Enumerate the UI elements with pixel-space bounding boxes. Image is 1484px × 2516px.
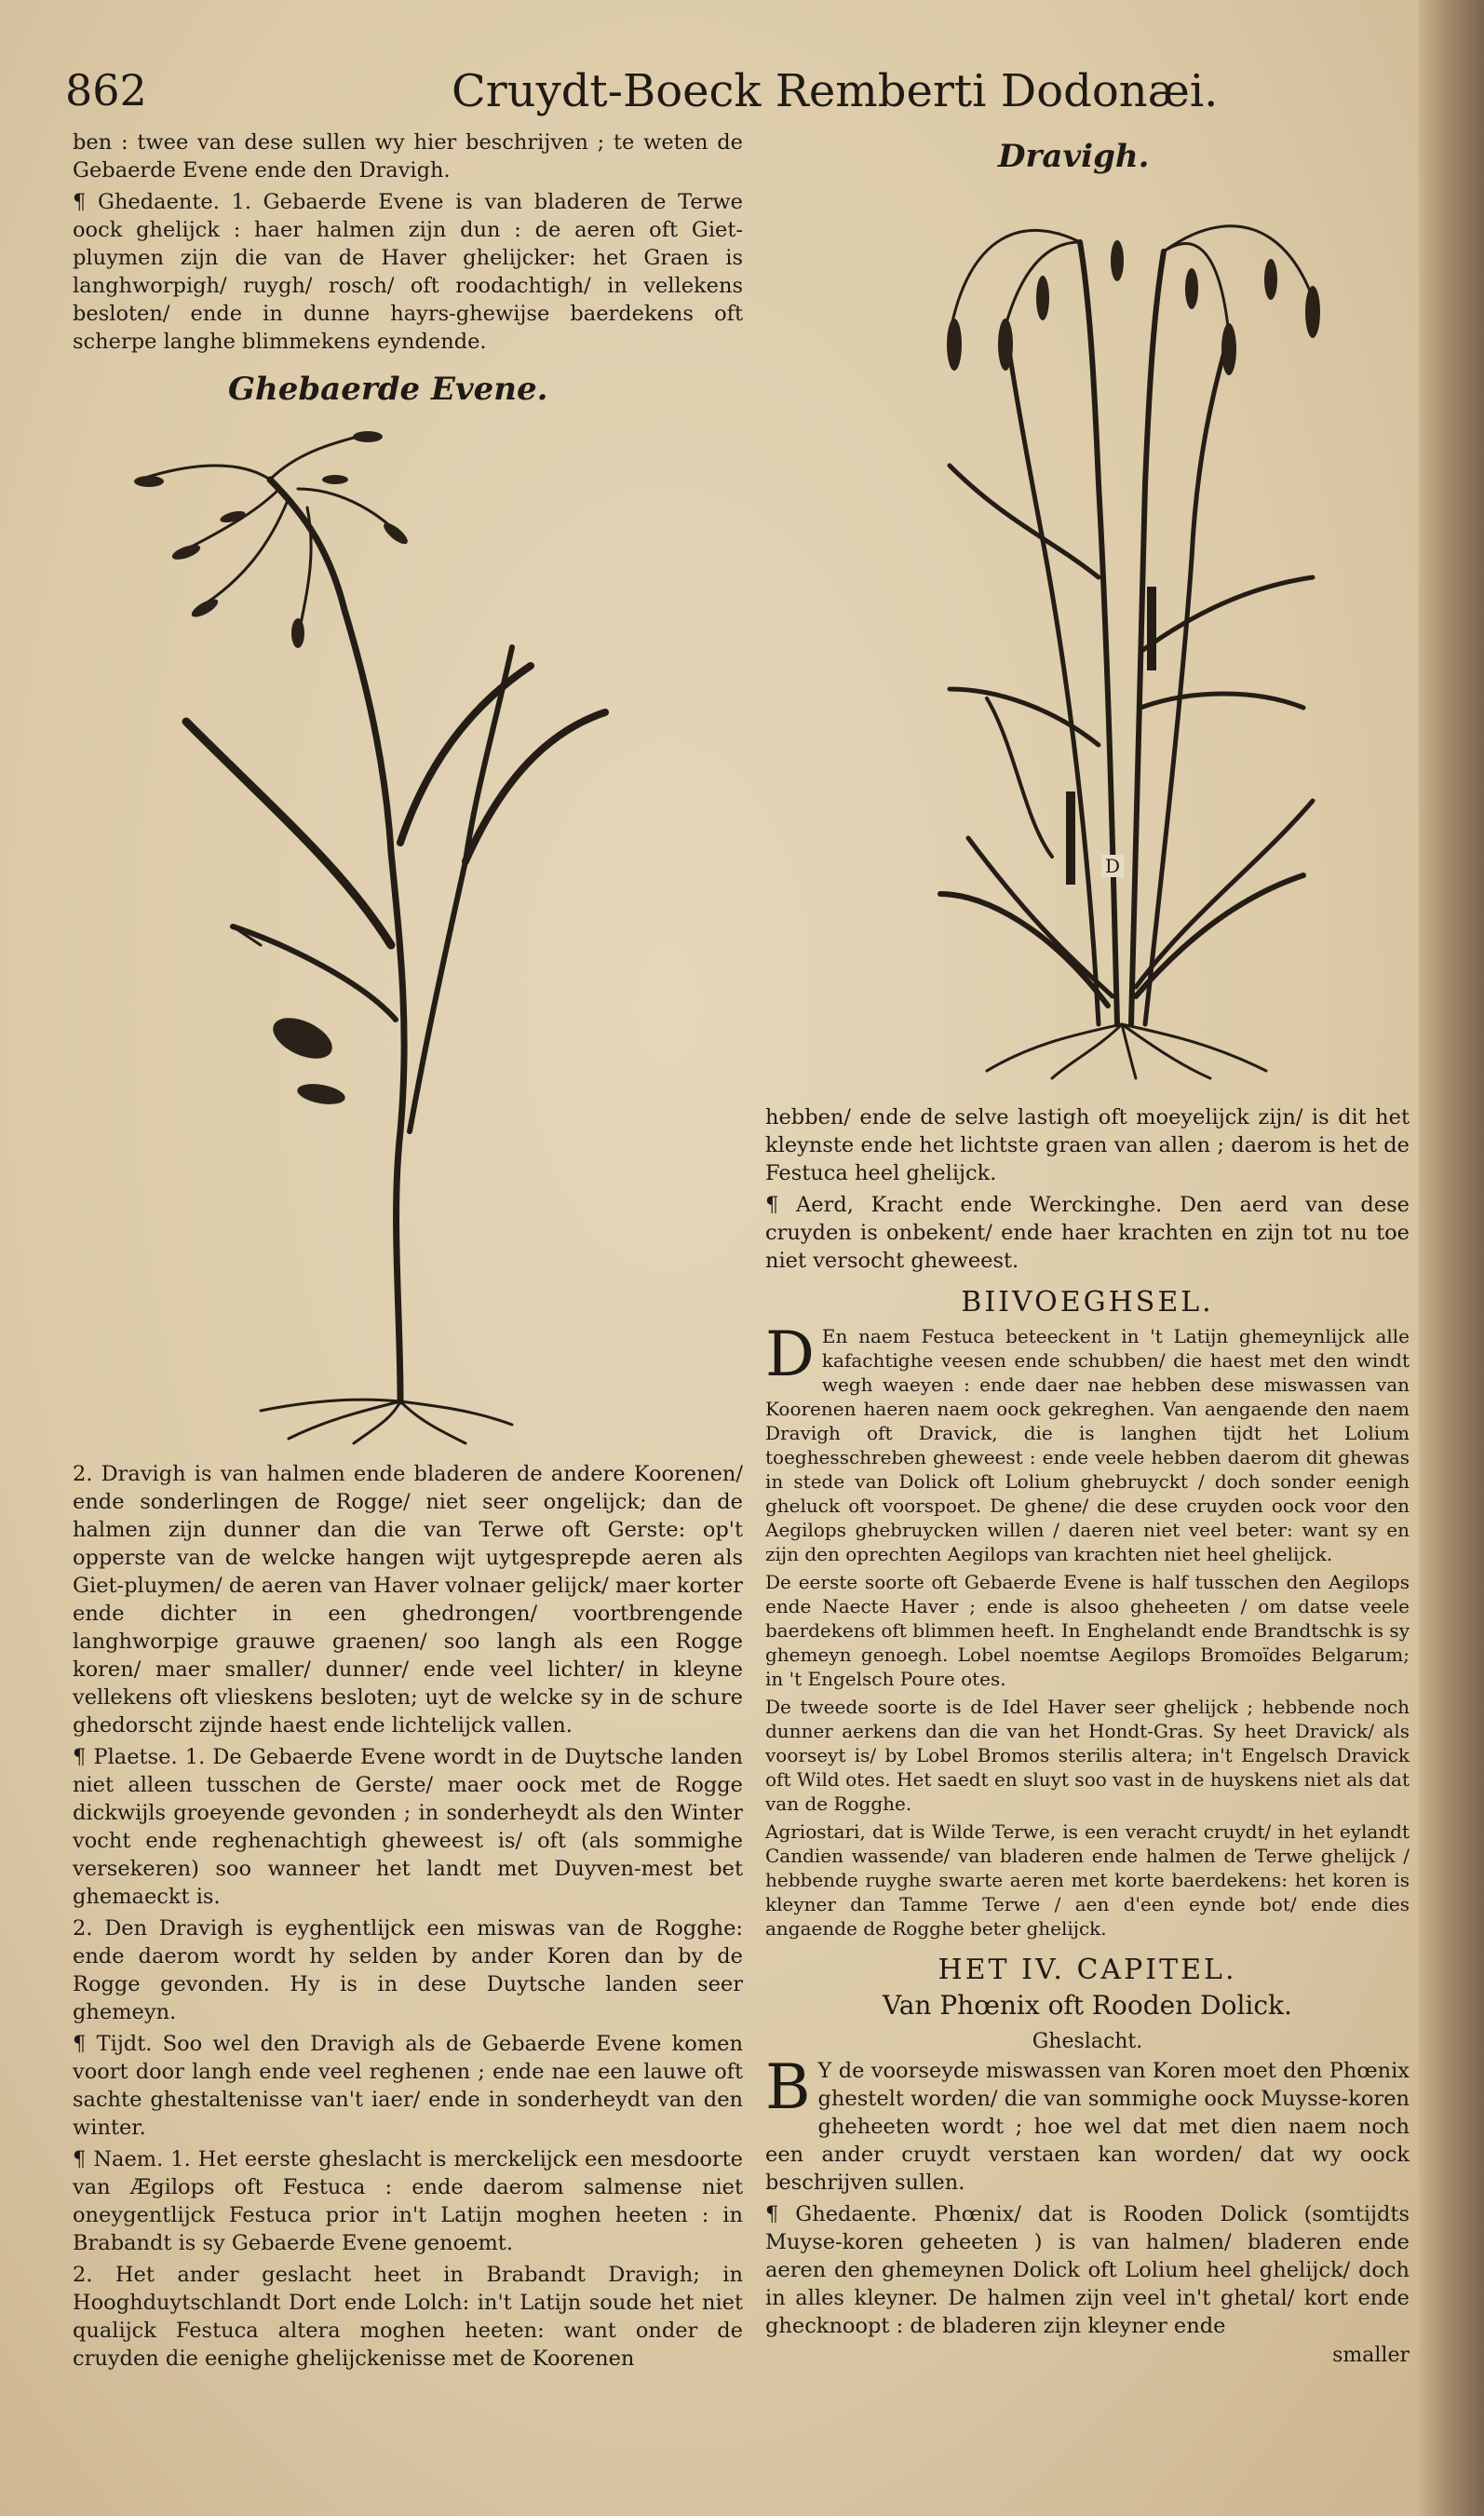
chapter-drop-cap: B bbox=[765, 2051, 811, 2123]
body-paragraph: ¶ Tijdt. Soo wel den Dravigh als de Gebaerde Evene komen voort door langh ende veel reghenen ; ende nae een lauwe oft sachte ghestaltenisse van't iaer/ ende in sonderheydt van den winter. bbox=[73, 2032, 743, 2140]
page-edge-shadow bbox=[1419, 0, 1484, 2516]
body-paragraph: 2. Den Dravigh is eyghentlijck een miswas van de Rogghe: ende daerom wordt hy selden by ander Koren dan by de Rogge gevonden. Hy is in dese Duytsche landen seer ghemeyn. bbox=[73, 1916, 743, 2024]
section-heading-bijvoeghsel: BIIVOEGHSEL. bbox=[961, 1286, 1214, 1319]
page-number: 862 bbox=[65, 65, 147, 115]
right-paragraph: hebben/ ende de selve lastigh oft moeyelijck zijn/ is dit het kleynste ende het lichtste graen van allen ; daerom is het de Festuca heel ghelijck. bbox=[765, 1105, 1410, 1185]
body-paragraph: ¶ Naem. 1. Het eerste gheslacht is merckelijck een mesdoorte van Ægilops oft Festuca : ende daerom salmense niet oneygentlijck Festuca prior in't Latijn moghen heeten : in Brabandt is sy Gebaerde Evene genoemt. bbox=[73, 2147, 743, 2255]
right-paragraph: ¶ Aerd, Kracht ende Werckinghe. Den aerd van dese cruyden is onbekent/ ende haer krachten en zijn tot nu toe niet versocht gheweest. bbox=[765, 1193, 1410, 1273]
chapter-paragraph: ¶ Ghedaente. Phœnix/ dat is Rooden Dolick (somtijdts Muyse-koren geheeten ) is van halmen/ bladeren ende aeren den ghemeynen Dolick oft Lolium heel ghelijck/ doch in alles kleyner. De halmen zijn veel in't ghetal/ kort ende ghecknoopt : de bladeren zijn kleyner ende bbox=[765, 2202, 1410, 2338]
plant-illustration-dravigh bbox=[912, 186, 1359, 1080]
chapter-title: Van Phœnix oft Rooden Dolick. bbox=[883, 1990, 1292, 2021]
figure-caption-dravigh: Dravigh. bbox=[998, 138, 1150, 175]
body-paragraph: 2. Dravigh is van halmen ende bladeren de andere Koorenen/ ende sonderlingen de Rogge/ niet seer ongelijck; dan de halmen zijn dunner dan die van Terwe oft Gerste: op't opperste van de welcke hangen wijt uytgesprepde aeren als Giet-pluymen/ de aeren van Haver volnaer gelijck/ maer korter ende dichter in een ghedrongen/ voortbrengende langhworpige grauwe graenen/ soo langh als een Rogge koren/ maer smaller/ dunner/ ende veel lichter/ in kleyne vellekens oft vlieskens besloten; uyt de welcke sy in de schure ghedorscht zijnde haest ende lichtelijck vallen. bbox=[73, 1462, 743, 1738]
chapter-text: Y de voorseyde miswassen van Koren moet den Phœnix ghestelt worden/ die van sommighe oock Muysse-koren gheheeten wordt ; hoe wel dat met dien naem noch een ander cruydt verstaen kan worden/ dat wy oock beschrijven sullen. bbox=[765, 2059, 1410, 2195]
body-paragraph: ¶ Plaetse. 1. De Gebaerde Evene wordt in de Duytsche landen niet alleen tusschen de Gerste/ maer oock met de Rogge dickwijls groeyende gevonden ; in sonderheydt als den Winter vocht ende reghenachtigh gheweest is/ oft (als sommighe versekeren) soo wanneer het landt met Duyven-mest bet ghemaeckt is. bbox=[73, 1745, 743, 1909]
bijvoeghsel-text: En naem Festuca beteeckent in 't Latijn ghemeynlijck alle kafachtighe veesen ende schubben/ die haest met den windt wegh waeyen : ende daer nae hebben dese miswassen van Koorenen haeren naem oock gekreghen. Van aengaende den naem Dravigh oft Dravick, die is langhen tijdt het Lolium toeghesschreben gheweest : ende veele hebben daerom dit ghewas in stede van Dolick oft Lolium ghebruyckt / doch sonder eenigh gheluck oft voorspoet. De ghene/ die dese cruyden oock voor den Aegilops ghebruycken willen / daeren niet veel beter: want sy en zijn den oprechten Aegilops van krachten niet heel ghelijck. bbox=[765, 1325, 1410, 1565]
intro-paragraph: ben : twee van dese sullen wy hier beschrijven ; te weten de Gebaerde Evene ende den Dravigh. bbox=[73, 130, 743, 183]
left-intro-text bbox=[73, 129, 743, 359]
plant-illustration-ghebaerde-evene bbox=[121, 424, 642, 1448]
drop-cap: D bbox=[765, 1319, 815, 1390]
left-body-text bbox=[73, 1460, 743, 2376]
body-paragraph: 2. Het ander geslacht heet in Brabandt Dravigh; in Hooghduytschlandt Dort ende Lolch: in't Latijn soude het niet qualijck Festuca altera moghen heeten: want onder de cruyden die eenighe ghelijckenisse met de Koorenen bbox=[73, 2263, 743, 2371]
figure-label: D bbox=[1101, 855, 1124, 877]
bijvoeghsel-paragraph bbox=[765, 1319, 1410, 1566]
running-title: Cruydt-Boeck Remberti Dodonæi. bbox=[452, 65, 1219, 117]
page-header bbox=[65, 65, 1378, 121]
figure-caption-ghebaerde-evene: Ghebaerde Evene. bbox=[228, 371, 548, 408]
bijvoeghsel-paragraph: Agriostari, dat is Wilde Terwe, is een veracht cruydt/ in het eylandt Candien wassende/ van bladeren ende halmen de Terwe ghelijck / hebbende ruyghe swarte aeren met korte baerdekens: het koren is kleyner dan Tamme Terwe / aen d'een eynde bot/ ende dies angaende de Rogghe beter ghelijck. bbox=[765, 1820, 1410, 1940]
chapter-paragraph bbox=[765, 2051, 1410, 2197]
intro-paragraph: ¶ Ghedaente. 1. Gebaerde Evene is van bladeren de Terwe oock ghelijck : haer halmen zijn dun : de aeren oft Giet-pluymen zijn die van de Haver ghelijcker: het Graen is langhworpigh/ ruygh/ rosch/ oft roodachtigh/ in vellekens besloten/ ende in dunne hayrs-ghewijse baerdekens oft scherpe langhe blimmekens eyndende. bbox=[73, 190, 743, 354]
bijvoeghsel-paragraph: De eerste soorte oft Gebaerde Evene is half tusschen den Aegilops ende Naecte Haver ; ende is alsoo gheheeten / om datse veele baerdekens oft blimmen heeft. In Enghelandt ende Brandtschk is sy ghemeyn genoegh. Lobel noemtse Aegilops Bromoïdes Belgarum; in 't Engelsch Poure otes. bbox=[765, 1571, 1410, 1690]
right-column-text bbox=[765, 1103, 1410, 2367]
bijvoeghsel-paragraph: De tweede soorte is de Idel Haver seer ghelijck ; hebbende noch dunner aerkens dan die van het Hondt-Gras. Sy heet Dravick/ als voorseyt is/ by Lobel Bromos sterilis altera; in't Engelsch Dravick oft Wild otes. Het saedt en sluyt soo vast in de huyskens niet als dat van de Rogghe. bbox=[765, 1696, 1410, 1815]
catchword: smaller bbox=[1332, 2344, 1410, 2367]
chapter-heading: HET IV. CAPITEL. bbox=[938, 1954, 1237, 1986]
subheading-gheslacht: Gheslacht. bbox=[1032, 2030, 1143, 2053]
